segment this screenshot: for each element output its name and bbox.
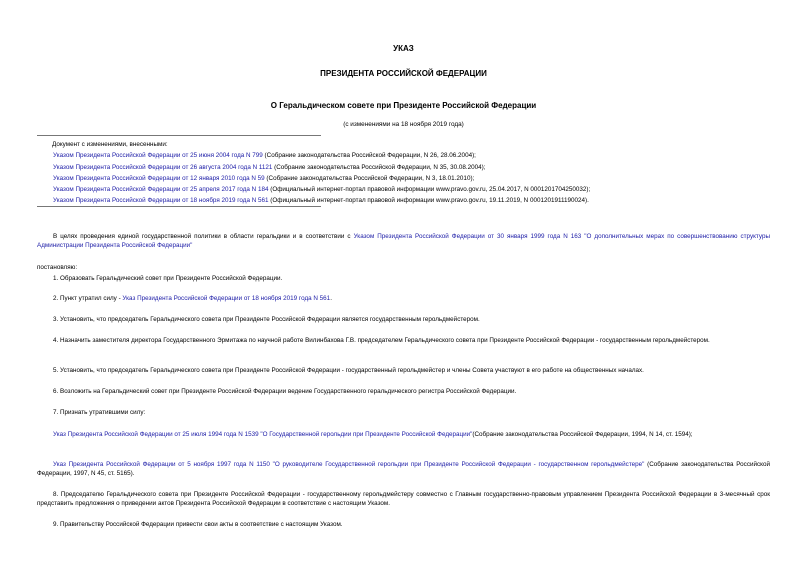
- paragraph-2-text: 2. Пункт утратил силу -: [53, 295, 123, 302]
- paragraph-9: 9. Правительству Российской Федерации привести свои акты в соответствие с настоящим Указом.: [53, 521, 343, 528]
- changes-heading: Документ с изменениями, внесенными:: [52, 141, 168, 148]
- intro-paragraph: [37, 232, 770, 250]
- bottom-divider: [37, 206, 321, 207]
- changes-item: [53, 150, 793, 161]
- paragraph-7a-text: (Собрание законодательства Российской Федерации, 1994, N 14, ст. 1594);: [472, 431, 693, 438]
- paragraph-5: 5. Установить, что председатель Геральдического совета при Президенте Российской Федерации - государственный герольдмейстер и члены Совета участвуют в его работе на общественных началах.: [53, 367, 644, 374]
- changes-item-text: (Собрание законодательства Российской Федерации, N 26, 28.06.2004);: [262, 152, 476, 160]
- paragraph-1: 1. Образовать Геральдический совет при Президенте Российской Федерации.: [53, 275, 283, 282]
- changes-item-text: (Собрание законодательства Российской Федерации, N 35, 30.08.2004);: [272, 163, 486, 171]
- changes-item-link[interactable]: Указом Президента Российской Федерации от 18 ноября 2019 года N 561: [53, 197, 269, 205]
- changes-item-link[interactable]: Указом Президента Российской Федерации от 26 августа 2004 года N 1121: [53, 163, 273, 171]
- paragraph-2-end: .: [330, 295, 332, 302]
- paragraph-2: [37, 294, 770, 303]
- changes-item-link[interactable]: Указом Президента Российской Федерации от 25 апреля 2017 года N 184: [53, 186, 269, 194]
- paragraph-2-link[interactable]: Указ Президента Российской Федерации от 18 ноября 2019 года N 561: [122, 295, 331, 302]
- intro-link[interactable]: Указом Президента Российской Федерации от 30 января 1999 года N 163 "О дополнительных мерах по совершенствованию структуры Администрации Президента Российской Федерации": [37, 233, 770, 249]
- changes-item-text: (Официальный интернет-портал правовой информации www.pravo.gov.ru, 19.11.2019, N 0001201911190024).: [268, 197, 589, 205]
- document-title-ukaz: УКАЗ: [393, 44, 414, 53]
- intro-text: В целях проведения единой государственной политики в области геральдики и в соответствии с: [53, 233, 354, 240]
- changes-item: [53, 162, 793, 173]
- changes-item-link[interactable]: Указом Президента Российской Федерации от 25 июня 2004 года N 799: [53, 152, 263, 160]
- paragraph-7a-link[interactable]: Указ Президента Российской Федерации от 25 июля 1994 года N 1539 "О Государственной герольдии при Президенте Российской Федерации": [53, 431, 473, 438]
- paragraph-7: 7. Признать утратившими силу:: [53, 409, 146, 416]
- changes-item-text: (Собрание законодательства Российской Федерации, N 3, 18.01.2010);: [264, 174, 475, 182]
- paragraph-3: 3. Установить, что председатель Геральдического совета при Президенте Российской Федерации является государственным герольдмейстером.: [53, 316, 480, 323]
- changes-item-link[interactable]: Указом Президента Российской Федерации от 12 января 2010 года N 59: [53, 174, 265, 182]
- document-title-subject: О Геральдическом совете при Президенте Российской Федерации: [270, 101, 537, 110]
- top-divider: [37, 135, 321, 136]
- changes-item: [53, 173, 793, 184]
- changes-block: [53, 139, 793, 207]
- decree-word: постановляю:: [37, 264, 78, 271]
- paragraph-8: 8. Председателю Геральдического совета при Президенте Российской Федерации - государственному герольдмейстеру совместно с Главным государственно-правовым управлением Президента Российской Федерации в 3-месячный срок представить предложения о приведении актов Президента Российской Федерации в соответствие с настоящим Указом.: [37, 491, 770, 507]
- document-title-president: ПРЕЗИДЕНТА РОССИЙСКОЙ ФЕДЕРАЦИИ: [320, 69, 487, 78]
- changes-item-text: (Официальный интернет-портал правовой информации www.pravo.gov.ru, 25.04.2017, N 0001201704250032);: [268, 186, 591, 194]
- paragraph-7b-text: (Собрание законодательства Российской Федерации, 1997, N 45, ст. 5165).: [37, 461, 770, 477]
- paragraph-7b: [37, 460, 770, 478]
- paragraph-7a: [37, 430, 770, 439]
- paragraph-4: 4. Назначить заместителя директора Государственного Эрмитажа по научной работе Вилинбахова Г.В. председателем Геральдического совета при Президенте Российской Федерации - государственным герольдмейстером.: [53, 337, 710, 344]
- paragraph-7b-link[interactable]: Указ Президента Российской Федерации от 5 ноября 1997 года N 1150 "О руководителе Государственной герольдии при Президенте Российской Федерации - государственном герольдмейстере": [53, 461, 645, 468]
- document-subtitle: (с изменениями на 18 ноября 2019 года): [343, 121, 464, 128]
- changes-item: [53, 184, 793, 195]
- paragraph-6: 6. Возложить на Геральдический совет при Президенте Российской Федерации ведение Государственного геральдического регистра Российской Федерации.: [53, 388, 517, 395]
